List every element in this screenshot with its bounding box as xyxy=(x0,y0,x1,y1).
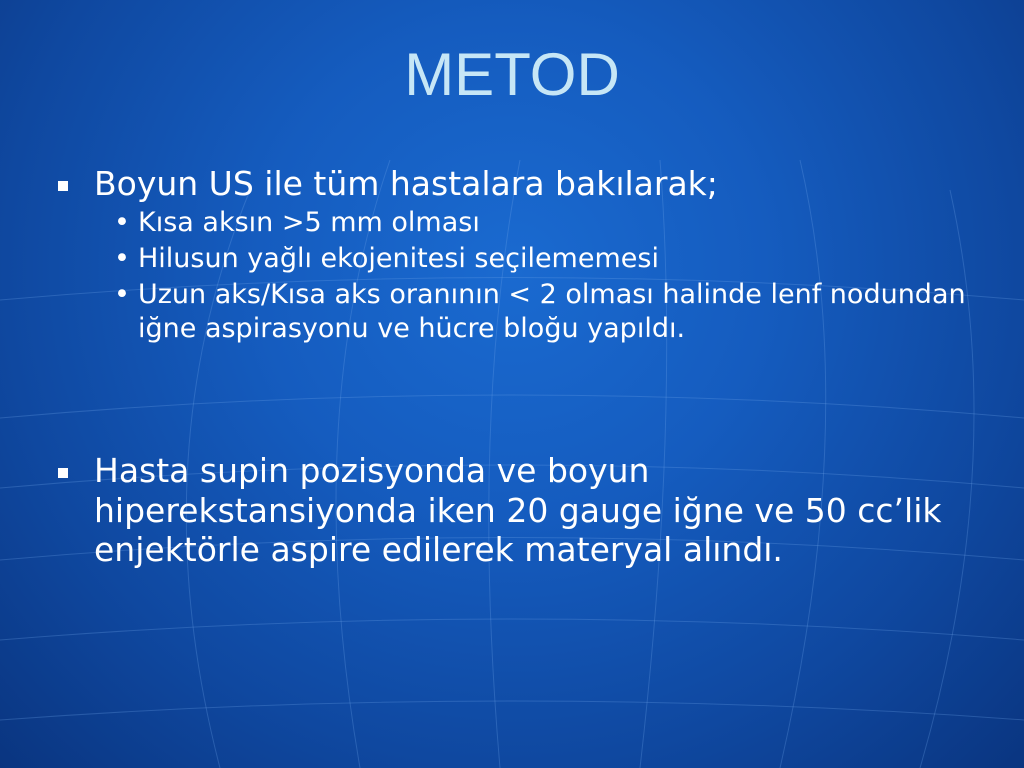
sub-bullet-item xyxy=(108,278,978,346)
sub-bullet-item xyxy=(108,206,978,240)
dot-bullet-icon: • xyxy=(114,242,130,274)
dot-bullet-icon: • xyxy=(114,206,130,238)
sub-bullet-text: Hilusun yağlı ekojenitesi seçilememesi xyxy=(138,242,659,274)
sub-bullet-text: Kısa aksın >5 mm olması xyxy=(138,206,480,238)
square-bullet-icon xyxy=(58,468,68,478)
sub-bullet-item xyxy=(108,242,978,276)
bullet-item-text: Boyun US ile tüm hastalara bakılarak; xyxy=(94,164,718,203)
dot-bullet-icon: • xyxy=(114,278,130,310)
sub-bullet-text: Uzun aks/Kısa aks oranının < 2 olması halinde lenf nodundan iğne aspirasyonu ve hücre bloğu yapıldı. xyxy=(138,278,966,344)
square-bullet-icon xyxy=(58,181,68,191)
bullet-item xyxy=(58,451,978,570)
bullet-item xyxy=(58,164,978,348)
bullet-item-text: Hasta supin pozisyonda ve boyun hiperekstansiyonda iken 20 gauge iğne ve 50 cc’lik enjektörle aspire edilerek materyal alındı. xyxy=(94,451,942,570)
sub-bullet-list xyxy=(108,206,978,346)
slide-title: METOD xyxy=(404,41,620,108)
